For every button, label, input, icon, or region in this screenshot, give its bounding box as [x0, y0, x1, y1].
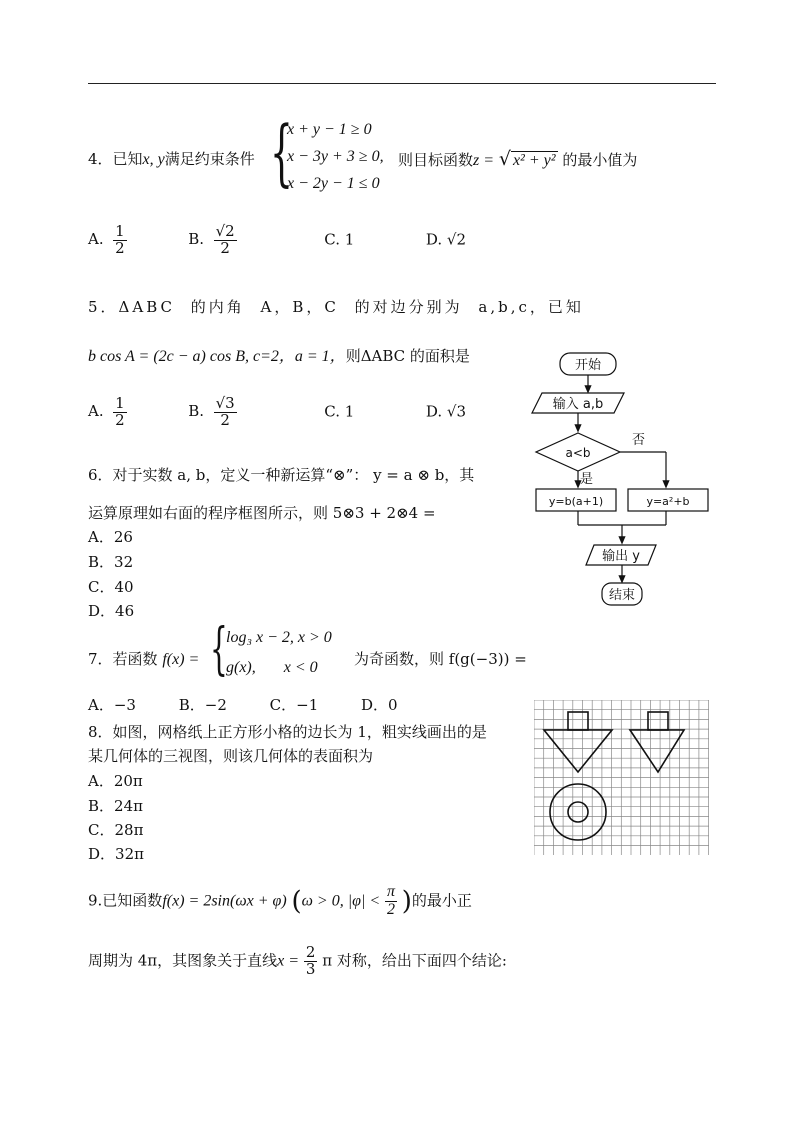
- q7-brace: {: [210, 617, 228, 682]
- flow-input-label: 输入 a,b: [552, 397, 604, 412]
- q9-line2: 周期为 4π，其图象关于直线x = $\frac{2}{3}$ π 对称，给出下面四个结论:: [88, 943, 507, 978]
- q5-line1: 5．ΔABC 的内角 A，B，C 的对边分别为 a,b,c，已知: [88, 298, 584, 316]
- q8-opt-a: A．20π: [88, 772, 143, 790]
- q8-line2: 某几何体的三视图，则该几何体的表面积为: [88, 747, 374, 765]
- grid-lines: [534, 700, 709, 855]
- flow-end-label: 结束: [608, 588, 636, 603]
- top-view-inner-circle: [568, 802, 588, 822]
- q7-opt-b: B．−2: [178, 696, 227, 714]
- q4-opt-b: B. $\frac{√2}{2}$: [188, 222, 235, 257]
- q7-case-1: log₃ x − 2, x > 0: [226, 629, 332, 646]
- q4-options: [88, 224, 466, 257]
- q4-constraint-1: x + y − 1 ≥ 0: [287, 121, 372, 138]
- flow-yes-box-label: y=b(a+1): [548, 495, 604, 508]
- q6-line2: 运算原理如右面的程序框图所示，则 5⊗3 + 2⊗4 =: [88, 504, 436, 522]
- q5-opt-c: C. 1: [324, 402, 355, 421]
- q7-opt-a: A．−3: [88, 696, 136, 714]
- q4-opt-c: C. 1: [324, 230, 355, 249]
- q9-line1: 9.已知函数f(x) = 2sin(ωx + φ) (ω > 0, |φ| < $\frac{\pi}{2}$ )的最小正: [88, 883, 472, 918]
- q7-opt-d: D．0: [361, 696, 398, 714]
- q6-opt-c: C．40: [88, 578, 134, 596]
- flow-yes-label: 是: [580, 472, 594, 487]
- q7-options: [88, 694, 398, 715]
- q4-constraint-3: x − 2y − 1 ≤ 0: [287, 175, 380, 192]
- header-rule: [88, 83, 716, 84]
- q5-opt-b: B. $\frac{√3}{2}$: [188, 394, 235, 429]
- q7-case-2: g(x), x < 0: [226, 659, 318, 676]
- q4-prefix: 4．已知x, y满足约束条件: [88, 150, 255, 168]
- q6-line1: 6．对于实数 a, b，定义一种新运算“⊗”： y = a ⊗ b，其: [88, 466, 475, 484]
- side-view-square: [648, 712, 668, 730]
- q4-opt-a: A. $\frac{1}{2}$: [88, 222, 125, 257]
- q4-brace: {: [270, 110, 293, 194]
- top-view-outer-circle: [550, 784, 606, 840]
- q5-options: [88, 396, 466, 429]
- q8-opt-b: B．24π: [88, 797, 143, 815]
- flowchart: [520, 345, 720, 610]
- q4-objective: 则目标函数z = √ x² + y² 的最小值为: [398, 148, 638, 170]
- q5-opt-a: A. $\frac{1}{2}$: [88, 394, 125, 429]
- q8-opt-c: C．28π: [88, 821, 144, 839]
- q4-constraint-2: x − 3y + 3 ≥ 0,: [287, 148, 384, 165]
- q7-opt-c: C．−1: [269, 696, 319, 714]
- q6-opt-b: B．32: [88, 553, 134, 571]
- q5-opt-d: D. √3: [425, 402, 467, 421]
- front-view-square: [568, 712, 588, 730]
- q7-prefix: 7．若函数 f(x) =: [88, 650, 200, 668]
- flow-no-label: 否: [632, 433, 646, 448]
- flow-cond-label: a<b: [565, 446, 591, 460]
- q5-line2: b cos A = (2c − a) cos B, c=2，a = 1，则ΔABC 的面积是: [88, 347, 470, 365]
- flow-no-box-label: y=a²+b: [646, 495, 690, 508]
- side-view-triangle: [630, 730, 684, 772]
- q7-tail: 为奇函数，则 f(g(−3)) =: [354, 650, 527, 668]
- q8-opt-d: D．32π: [88, 845, 144, 863]
- q6-opt-a: A．26: [88, 528, 133, 546]
- three-view-figure: [534, 700, 712, 856]
- flow-output-label: 输出 y: [602, 549, 640, 564]
- q8-line1: 8．如图，网格纸上正方形小格的边长为 1，粗实线画出的是: [88, 723, 487, 741]
- flow-start-label: 开始: [574, 358, 602, 373]
- q6-opt-d: D．46: [88, 602, 135, 620]
- q4-opt-d: D. √2: [425, 230, 467, 249]
